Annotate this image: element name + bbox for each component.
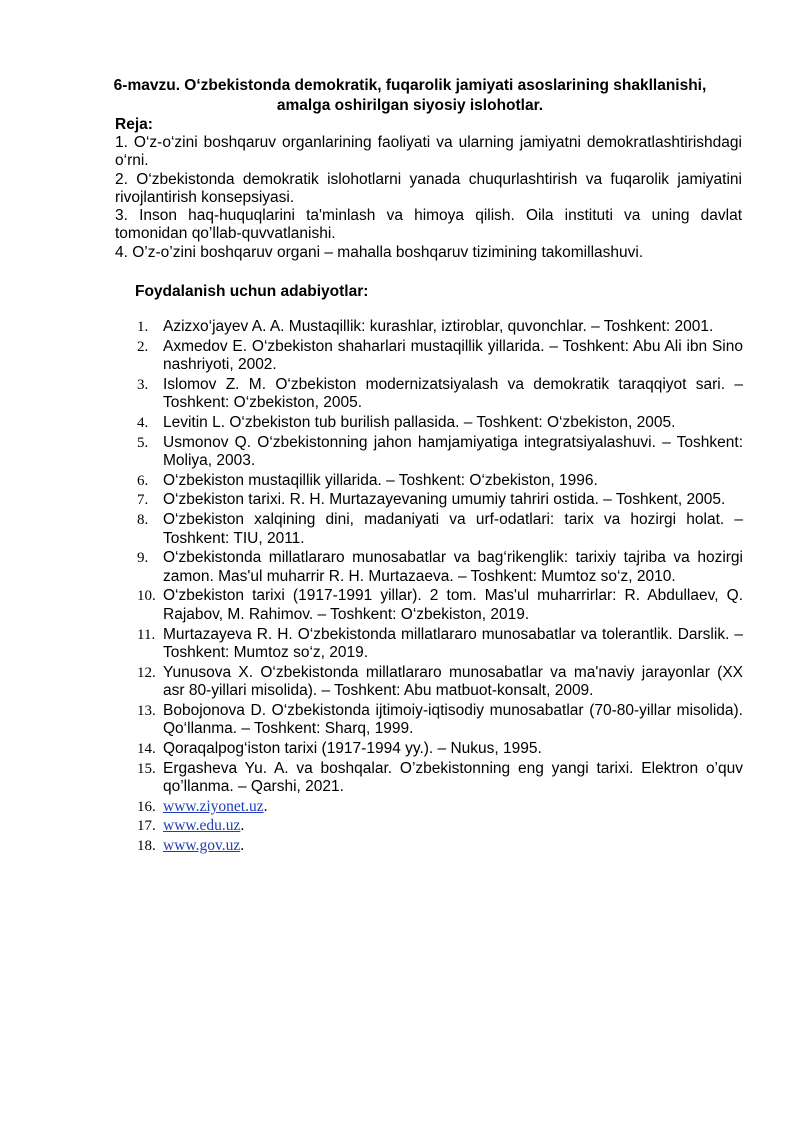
reference-text: Azizxo‘jayev A. A. Mustaqillik: kurashlar, iztiroblar, quvonchlar. – Toshkent: 2001.: [163, 318, 714, 335]
reference-item: [137, 587, 743, 624]
reference-item: [137, 626, 743, 663]
reference-text: Yunusova X. O‘zbekistonda millatlararo munosabatlar va ma'naviy jarayonlar (XX asr 80-yillari misolida). – Toshkent: Abu matbuot-konsalt, 2009.: [163, 663, 743, 700]
reference-number: 11.: [137, 626, 156, 643]
reference-text: Murtazayeva R. H. O‘zbekistonda millatlararo munosabatlar va tolerantlik. Darslik. – Toshkent: Mumtoz so‘z, 2019.: [163, 625, 743, 662]
reference-number: 10.: [137, 588, 156, 605]
reference-text: Bobojonova D. O‘zbekistonda ijtimoiy-iqtisodiy munosabatlar (70-80-yillar misolida). Qo‘llanma. – Toshkent: Sharq, 1999.: [163, 701, 743, 738]
references-heading: Foydalanish uchun adabiyotlar:: [135, 283, 369, 300]
plan-item: 3. Inson haq-huquqlarini ta'minlash va himoya qilish. Oila instituti va uning davlat tomonidan qo’llab-quvvatlanishi.: [115, 207, 742, 243]
reference-item: [137, 318, 743, 337]
reference-item: [137, 491, 743, 510]
reference-item: [137, 740, 743, 759]
reference-text: Axmedov E. O‘zbekiston shaharlari mustaqillik yillarida. – Toshkent: Abu Ali ibn Sino nashriyoti, 2002.: [163, 337, 743, 374]
link-period: .: [263, 797, 268, 815]
plan-list: [115, 134, 742, 262]
reference-item: [137, 472, 743, 491]
reference-text: Islomov Z. M. O‘zbekiston modernizatsiyalash va demokratik taraqqiyot sari. – Toshkent: O‘zbekiston, 2005.: [163, 375, 743, 412]
plan-item: 4. O’z-o’zini boshqaruv organi – mahalla boshqaruv tizimining takomillashuvi.: [115, 243, 644, 261]
reference-link-item: [137, 817, 743, 836]
reference-item: [137, 338, 743, 375]
edu-link[interactable]: www.edu.uz: [163, 817, 241, 835]
reference-link-item: [137, 798, 743, 817]
title-line-1: 6-mavzu. O‘zbekistonda demokratik, fuqarolik jamiyati asoslarining shakllanishi,: [113, 77, 707, 94]
reference-item: [137, 549, 743, 586]
reference-number: 9.: [137, 550, 149, 567]
reference-number: 5.: [137, 434, 149, 451]
reference-text: Levitin L. O‘zbekiston tub burilish pallasida. – Toshkent: O‘zbekiston, 2005.: [163, 413, 676, 431]
plan-item: 1. O‘z-o‘zini boshqaruv organlarining faoliyati va ularning jamiyatni demokratlashtirishdagi o‘rni.: [115, 134, 742, 170]
reference-text: O‘zbekiston mustaqillik yillarida. – Toshkent: O‘zbekiston, 1996.: [163, 471, 598, 489]
page-title: [110, 76, 710, 116]
reference-number: 6.: [137, 472, 149, 489]
reference-text: O‘zbekiston xalqining dini, madaniyati va urf-odatlari: tarix va hozirgi holat. – Toshkent: TIU, 2011.: [163, 510, 743, 547]
reference-item: [137, 760, 743, 797]
reference-item: [137, 702, 743, 739]
reference-number: 1.: [137, 319, 149, 335]
reference-item: [137, 414, 743, 433]
ziyonet-link[interactable]: www.ziyonet.uz: [163, 797, 264, 815]
reference-text: Usmonov Q. O‘zbekistonning jahon hamjamiyatiga integratsiyalashuvi. – Toshkent: Moliya, 2003.: [163, 433, 743, 470]
reference-item: [137, 511, 743, 548]
reference-number: 18.: [137, 838, 156, 855]
reference-number: 15.: [137, 760, 156, 777]
reference-item: [137, 434, 743, 471]
title-line-2: amalga oshirilgan siyosiy islohotlar.: [276, 97, 544, 114]
reference-number: 14.: [137, 741, 156, 758]
reference-number: 13.: [137, 702, 156, 719]
reference-text: Ergasheva Yu. A. va boshqalar. O’zbekistonning eng yangi tarixi. Elektron o’quv qo’llanma. – Qarshi, 2021.: [163, 759, 743, 796]
reference-number: 12.: [137, 664, 156, 681]
reference-number: 4.: [137, 414, 149, 431]
reference-link-item: [137, 837, 743, 856]
reference-number: 8.: [137, 511, 149, 528]
reference-number: 7.: [137, 492, 149, 509]
reference-text: O‘zbekistonda millatlararo munosabatlar va bag‘rikenglik: tarixiy tajriba va hozirgi zamon. Mas'ul muharrir R. H. Murtazaeva. – Toshkent: Mumtoz so‘z, 2010.: [163, 549, 743, 585]
reference-number: 17.: [137, 818, 156, 835]
link-period: .: [240, 817, 245, 835]
reference-text: O‘zbekiston tarixi (1917-1991 yillar). 2 tom. Mas'ul muharrirlar: R. Abdullaev, Q. Rajabov, M. Rahimov. – Toshkent: O‘zbekiston, 2019.: [163, 587, 743, 623]
reference-item: [137, 376, 743, 413]
reference-number: 16.: [137, 798, 156, 815]
reference-item: [137, 664, 743, 701]
reference-text: Qoraqalpog‘iston tarixi (1917-1994 yy.). – Nukus, 1995.: [163, 740, 542, 758]
link-period: .: [240, 837, 245, 855]
plan-heading: Reja:: [115, 116, 153, 133]
references-list: [137, 318, 743, 857]
reference-number: 3.: [137, 376, 149, 393]
reference-number: 2.: [137, 338, 149, 355]
reference-text: O‘zbekiston tarixi. R. H. Murtazayevaning umumiy tahriri ostida. – Toshkent, 2005.: [163, 491, 726, 509]
plan-item: 2. O‘zbekistonda demokratik islohotlarni yanada chuqurlashtirish va fuqarolik jamiyatini rivojlantirish konsepsiyasi.: [115, 170, 742, 206]
gov-link[interactable]: www.gov.uz: [163, 837, 241, 855]
